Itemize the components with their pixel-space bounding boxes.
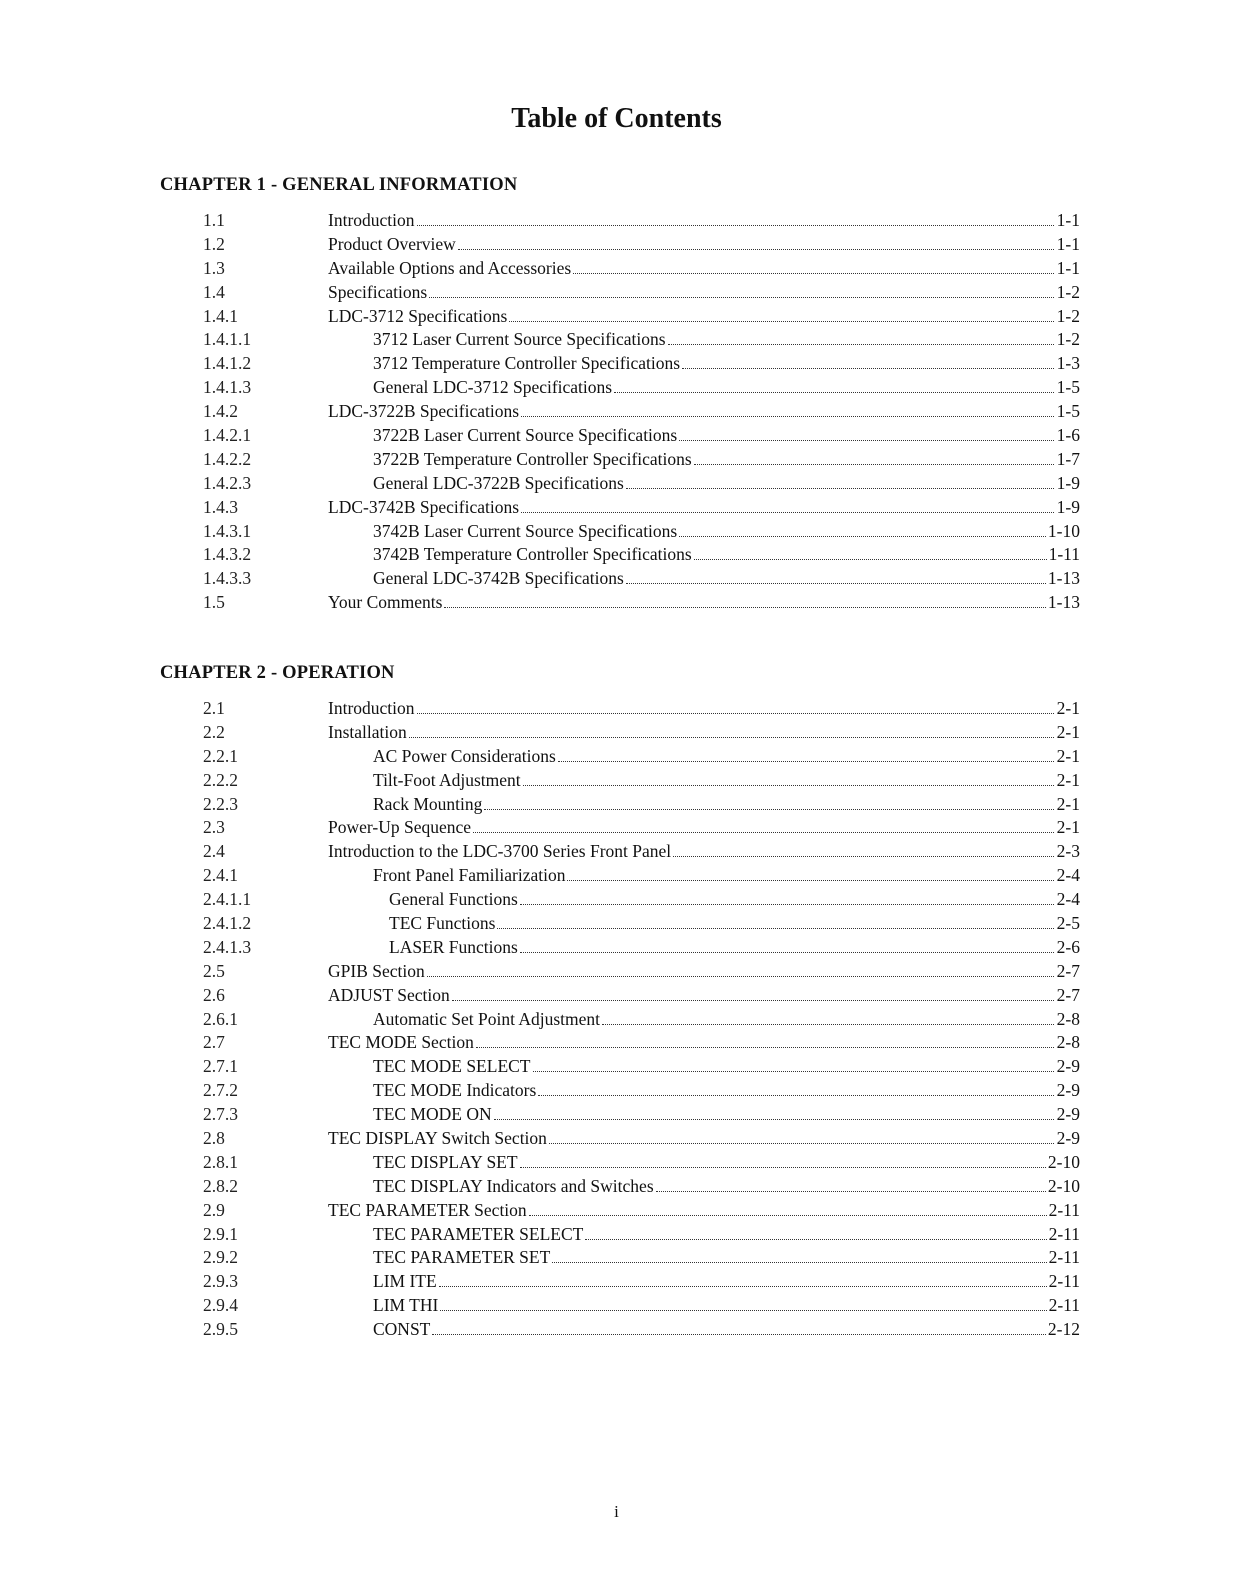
toc-entry-number: 2.9 — [203, 1199, 225, 1220]
toc-entry[interactable] — [160, 1151, 1080, 1175]
toc-entry[interactable] — [160, 1127, 1080, 1151]
toc-entry-title: TEC PARAMETER SET — [373, 1247, 551, 1268]
toc-entry-number: 1.4.3.3 — [203, 568, 252, 589]
toc-entry-page: 2-9 — [1056, 1128, 1080, 1149]
toc-entry-title: TEC DISPLAY SET — [373, 1151, 518, 1172]
toc-entry-number: 2.7 — [203, 1032, 225, 1053]
toc-entry-page: 1-2 — [1056, 281, 1080, 302]
dot-leader — [427, 976, 1054, 977]
dot-leader — [567, 880, 1054, 881]
dot-leader — [458, 249, 1054, 250]
toc-entry-number: 2.8.2 — [203, 1175, 238, 1196]
toc-entry-number: 1.4 — [203, 281, 225, 302]
toc-entry-page: 2-11 — [1048, 1247, 1080, 1268]
dot-leader — [626, 488, 1054, 489]
dot-leader — [573, 273, 1054, 274]
chapter-heading: CHAPTER 2 - OPERATION — [160, 663, 395, 683]
toc-entry-page: 2-4 — [1056, 865, 1080, 886]
toc-entry[interactable] — [160, 543, 1080, 567]
toc-entry-title: Rack Mounting — [373, 793, 483, 814]
toc-entry-page: 1-3 — [1056, 353, 1080, 374]
toc-entry[interactable] — [160, 257, 1080, 281]
toc-entry-number: 2.4 — [203, 841, 225, 862]
toc-entry[interactable] — [160, 816, 1080, 840]
toc-entry-page: 1-1 — [1056, 233, 1080, 254]
toc-entry-title: Product Overview — [328, 233, 456, 254]
toc-entry-page: 1-1 — [1056, 257, 1080, 278]
toc-entry-title: Power-Up Sequence — [328, 817, 472, 838]
toc-entry-title: TEC DISPLAY Switch Section — [328, 1128, 547, 1149]
toc-entry-title: TEC Functions — [389, 913, 496, 934]
toc-entry-page: 1-2 — [1056, 305, 1080, 326]
toc-entry[interactable] — [160, 1031, 1080, 1055]
toc-entry-title: Introduction to the LDC-3700 Series Front Panel — [328, 841, 672, 862]
toc-entry[interactable] — [160, 448, 1080, 472]
dot-leader — [432, 1334, 1046, 1335]
toc-entry-title: TEC MODE Section — [328, 1032, 474, 1053]
toc-entry-number: 2.9.1 — [203, 1223, 238, 1244]
toc-entry-number: 1.2 — [203, 233, 225, 254]
toc-entry-title: TEC MODE SELECT — [373, 1056, 531, 1077]
toc-entry[interactable] — [160, 520, 1080, 544]
toc-entry-number: 2.4.1.2 — [203, 913, 252, 934]
toc-entry[interactable] — [160, 1175, 1080, 1199]
toc-entry-number: 2.4.1 — [203, 865, 238, 886]
toc-entry-number: 2.2.1 — [203, 745, 238, 766]
dot-leader — [679, 536, 1046, 537]
toc-entry-title: TEC MODE Indicators — [373, 1080, 537, 1101]
toc-entry[interactable] — [160, 1270, 1080, 1294]
dot-leader — [558, 761, 1054, 762]
toc-entry-page: 1-5 — [1056, 401, 1080, 422]
dot-leader — [497, 928, 1054, 929]
toc-entry-title: General Functions — [389, 889, 518, 910]
dot-leader — [476, 1047, 1054, 1048]
dot-leader — [549, 1143, 1054, 1144]
toc-entry-number: 2.7.2 — [203, 1080, 238, 1101]
dot-leader — [440, 1310, 1046, 1311]
toc-entry-title: AC Power Considerations — [373, 745, 556, 766]
dot-leader — [473, 832, 1054, 833]
toc-entry-page: 1-2 — [1056, 329, 1080, 350]
toc-entry-page: 2-8 — [1056, 1032, 1080, 1053]
dot-leader — [679, 440, 1054, 441]
toc-entry-title: LIM THI — [373, 1295, 439, 1316]
dot-leader — [529, 1215, 1047, 1216]
toc-entry-title: TEC PARAMETER Section — [328, 1199, 527, 1220]
toc-entry-number: 2.5 — [203, 960, 225, 981]
toc-entry[interactable] — [160, 864, 1080, 888]
toc-entry[interactable] — [160, 697, 1080, 721]
toc-entry[interactable] — [160, 376, 1080, 400]
dot-leader — [494, 1119, 1054, 1120]
toc-entry-number: 1.4.2.2 — [203, 448, 252, 469]
toc-entry-title: General LDC-3742B Specifications — [373, 568, 624, 589]
toc-entry-number: 2.8.1 — [203, 1151, 238, 1172]
toc-entry[interactable] — [160, 1246, 1080, 1270]
toc-entry-title: Tilt-Foot Adjustment — [373, 769, 521, 790]
toc-entry[interactable] — [160, 1294, 1080, 1318]
toc-list — [160, 697, 1080, 1342]
toc-entry-title: LDC-3742B Specifications — [328, 496, 520, 517]
toc-entry-number: 2.2 — [203, 721, 225, 742]
page-title: Table of Contents — [511, 103, 722, 134]
toc-entry-page: 2-12 — [1047, 1319, 1080, 1340]
toc-entry-page: 2-11 — [1048, 1223, 1080, 1244]
toc-entry-title: General LDC-3712 Specifications — [373, 377, 613, 398]
toc-entry-title: ADJUST Section — [328, 984, 450, 1005]
dot-leader — [656, 1191, 1046, 1192]
toc-entry-page: 2-10 — [1047, 1175, 1080, 1196]
toc-entry-title: LDC-3722B Specifications — [328, 401, 520, 422]
toc-entry-title: LASER Functions — [389, 936, 518, 957]
toc-entry[interactable] — [160, 1223, 1080, 1247]
toc-entry-number: 2.3 — [203, 817, 225, 838]
toc-entry-page: 2-5 — [1056, 913, 1080, 934]
toc-entry[interactable] — [160, 984, 1080, 1008]
toc-entry[interactable] — [160, 1199, 1080, 1223]
toc-entry-number: 2.4.1.1 — [203, 889, 252, 910]
toc-entry-page: 2-9 — [1056, 1104, 1080, 1125]
toc-entry-page: 2-10 — [1047, 1151, 1080, 1172]
dot-leader — [673, 856, 1054, 857]
toc-entry-title: 3722B Laser Current Source Specifications — [373, 425, 678, 446]
toc-entry-number: 2.4.1.3 — [203, 936, 252, 957]
toc-entry-page: 1-6 — [1056, 425, 1080, 446]
toc-entry-page: 2-9 — [1056, 1056, 1080, 1077]
toc-entry-page: 1-5 — [1056, 377, 1080, 398]
page-number: i — [614, 1502, 619, 1521]
toc-entry-number: 1.4.2.1 — [203, 425, 252, 446]
toc-entry-number: 2.7.3 — [203, 1104, 238, 1125]
dot-leader — [429, 297, 1054, 298]
toc-entry-title: TEC DISPLAY Indicators and Switches — [373, 1175, 654, 1196]
toc-entry-title: 3742B Temperature Controller Specifications — [373, 544, 692, 565]
toc-entry-number: 1.4.1.1 — [203, 329, 252, 350]
toc-entry-page: 2-7 — [1056, 960, 1080, 981]
toc-entry[interactable] — [160, 328, 1080, 352]
toc-entry-title: Front Panel Familiarization — [373, 865, 566, 886]
dot-leader — [439, 1286, 1047, 1287]
toc-entry-title: 3722B Temperature Controller Specifications — [373, 448, 692, 469]
toc-entry-number: 2.2.3 — [203, 793, 238, 814]
toc-entry-page: 2-4 — [1056, 889, 1080, 910]
dot-leader — [521, 512, 1054, 513]
toc-entry-title: Your Comments — [328, 592, 443, 613]
toc-entry-page: 1-13 — [1047, 568, 1080, 589]
toc-entry-page: 2-11 — [1048, 1199, 1080, 1220]
toc-entry[interactable] — [160, 745, 1080, 769]
toc-entry[interactable] — [160, 936, 1080, 960]
toc-entry-number: 2.2.2 — [203, 769, 238, 790]
toc-entry[interactable] — [160, 721, 1080, 745]
toc-entry[interactable] — [160, 888, 1080, 912]
toc-entry-number: 1.4.2.3 — [203, 472, 252, 493]
dot-leader — [417, 713, 1054, 714]
dot-leader — [533, 1071, 1055, 1072]
dot-leader — [521, 416, 1054, 417]
toc-list — [160, 209, 1080, 615]
chapter-heading: CHAPTER 1 - GENERAL INFORMATION — [160, 175, 518, 195]
dot-leader — [694, 559, 1047, 560]
toc-entry[interactable] — [160, 305, 1080, 329]
dot-leader — [626, 583, 1046, 584]
toc-entry-page: 2-1 — [1056, 698, 1080, 718]
dot-leader — [444, 607, 1045, 608]
dot-leader — [668, 344, 1054, 345]
toc-entry-number: 1.4.3.1 — [203, 520, 252, 541]
toc-entry-number: 2.6.1 — [203, 1008, 238, 1029]
toc-entry[interactable] — [160, 960, 1080, 984]
toc-entry-page: 1-11 — [1048, 544, 1080, 565]
dot-leader — [523, 785, 1054, 786]
dot-leader — [682, 368, 1054, 369]
toc-entry-number: 1.3 — [203, 257, 225, 278]
toc-entry-page: 2-1 — [1056, 745, 1080, 766]
toc-entry[interactable] — [160, 793, 1080, 817]
toc-entry-number: 2.9.2 — [203, 1247, 238, 1268]
chapter-2-section — [160, 661, 1080, 1342]
toc-entry-page: 1-9 — [1056, 496, 1080, 517]
toc-entry-number: 2.6 — [203, 984, 225, 1005]
toc-entry-page: 2-1 — [1056, 769, 1080, 790]
toc-entry-number: 1.1 — [203, 210, 225, 230]
dot-leader — [484, 809, 1054, 810]
toc-entry-title: Introduction — [328, 210, 415, 230]
toc-entry[interactable] — [160, 281, 1080, 305]
dot-leader — [694, 464, 1054, 465]
toc-entry-page: 2-11 — [1048, 1271, 1080, 1292]
toc-entry-page: 2-1 — [1056, 793, 1080, 814]
toc-entry-title: 3712 Temperature Controller Specifications — [373, 353, 681, 374]
toc-entry[interactable] — [160, 1055, 1080, 1079]
toc-entry[interactable] — [160, 840, 1080, 864]
toc-entry[interactable] — [160, 209, 1080, 233]
toc-entry-title: TEC MODE ON — [373, 1104, 492, 1125]
dot-leader — [509, 321, 1054, 322]
toc-entry-number: 1.4.3 — [203, 496, 238, 517]
toc-entry-title: Introduction — [328, 698, 415, 718]
toc-entry-title: 3712 Laser Current Source Specifications — [373, 329, 666, 350]
toc-entry-number: 2.1 — [203, 698, 225, 718]
toc-entry[interactable] — [160, 472, 1080, 496]
toc-entry[interactable] — [160, 424, 1080, 448]
toc-entry[interactable] — [160, 567, 1080, 591]
dot-leader — [520, 952, 1054, 953]
toc-entry-number: 1.4.1.3 — [203, 377, 252, 398]
chapter-1-section — [160, 173, 1080, 615]
toc-entry[interactable] — [160, 1008, 1080, 1032]
toc-entry[interactable] — [160, 233, 1080, 257]
toc-entry-page: 2-1 — [1056, 721, 1080, 742]
toc-entry[interactable] — [160, 496, 1080, 520]
dot-leader — [452, 1000, 1054, 1001]
toc-entry-number: 1.4.3.2 — [203, 544, 252, 565]
dot-leader — [585, 1239, 1046, 1240]
toc-entry-number: 2.7.1 — [203, 1056, 238, 1077]
toc-entry[interactable] — [160, 400, 1080, 424]
toc-entry[interactable] — [160, 591, 1080, 615]
toc-entry-title: Available Options and Accessories — [328, 257, 572, 278]
toc-entry-number: 2.9.3 — [203, 1271, 238, 1292]
toc-entry-title: 3742B Laser Current Source Specifications — [373, 520, 678, 541]
dot-leader — [520, 904, 1054, 905]
toc-entry-number: 1.5 — [203, 592, 225, 613]
toc-entry-page: 2-6 — [1056, 936, 1080, 957]
toc-entry-title: CONST — [373, 1319, 431, 1340]
toc-entry[interactable] — [160, 352, 1080, 376]
toc-entry-number: 1.4.2 — [203, 401, 238, 422]
dot-leader — [602, 1024, 1054, 1025]
toc-entry-page: 2-1 — [1056, 817, 1080, 838]
toc-entry-title: LIM ITE — [373, 1271, 437, 1292]
toc-entry-page: 2-8 — [1056, 1008, 1080, 1029]
toc-entry-number: 1.4.1.2 — [203, 353, 252, 374]
toc-entry-number: 1.4.1 — [203, 305, 238, 326]
dot-leader — [614, 392, 1054, 393]
toc-entry-title: General LDC-3722B Specifications — [373, 472, 624, 493]
toc-entry-page: 2-7 — [1056, 984, 1080, 1005]
toc-entry-page: 2-3 — [1056, 841, 1080, 862]
toc-entry-title: LDC-3712 Specifications — [328, 305, 508, 326]
toc-entry-number: 2.8 — [203, 1128, 225, 1149]
dot-leader — [409, 737, 1054, 738]
toc-entry-page: 1-1 — [1056, 210, 1080, 230]
toc-entry[interactable] — [160, 1103, 1080, 1127]
dot-leader — [552, 1262, 1046, 1263]
toc-entry-page: 1-10 — [1047, 520, 1080, 541]
toc-entry-title: Specifications — [328, 281, 428, 302]
toc-entry[interactable] — [160, 1079, 1080, 1103]
toc-entry[interactable] — [160, 769, 1080, 793]
dot-leader — [417, 225, 1054, 226]
toc-entry-page: 1-13 — [1047, 592, 1080, 613]
toc-entry-title: Installation — [328, 721, 407, 742]
toc-entry-page: 1-7 — [1056, 448, 1080, 469]
toc-entry-page: 2-11 — [1048, 1295, 1080, 1316]
dot-leader — [538, 1095, 1054, 1096]
toc-entry-title: Automatic Set Point Adjustment — [373, 1008, 601, 1029]
toc-entry-title: GPIB Section — [328, 960, 425, 981]
toc-entry[interactable] — [160, 1318, 1080, 1342]
dot-leader — [520, 1167, 1046, 1168]
toc-entry-number: 2.9.4 — [203, 1295, 238, 1316]
toc-entry-page: 2-9 — [1056, 1080, 1080, 1101]
toc-entry[interactable] — [160, 912, 1080, 936]
toc-entry-number: 2.9.5 — [203, 1319, 238, 1340]
toc-entry-page: 1-9 — [1056, 472, 1080, 493]
toc-entry-title: TEC PARAMETER SELECT — [373, 1223, 584, 1244]
